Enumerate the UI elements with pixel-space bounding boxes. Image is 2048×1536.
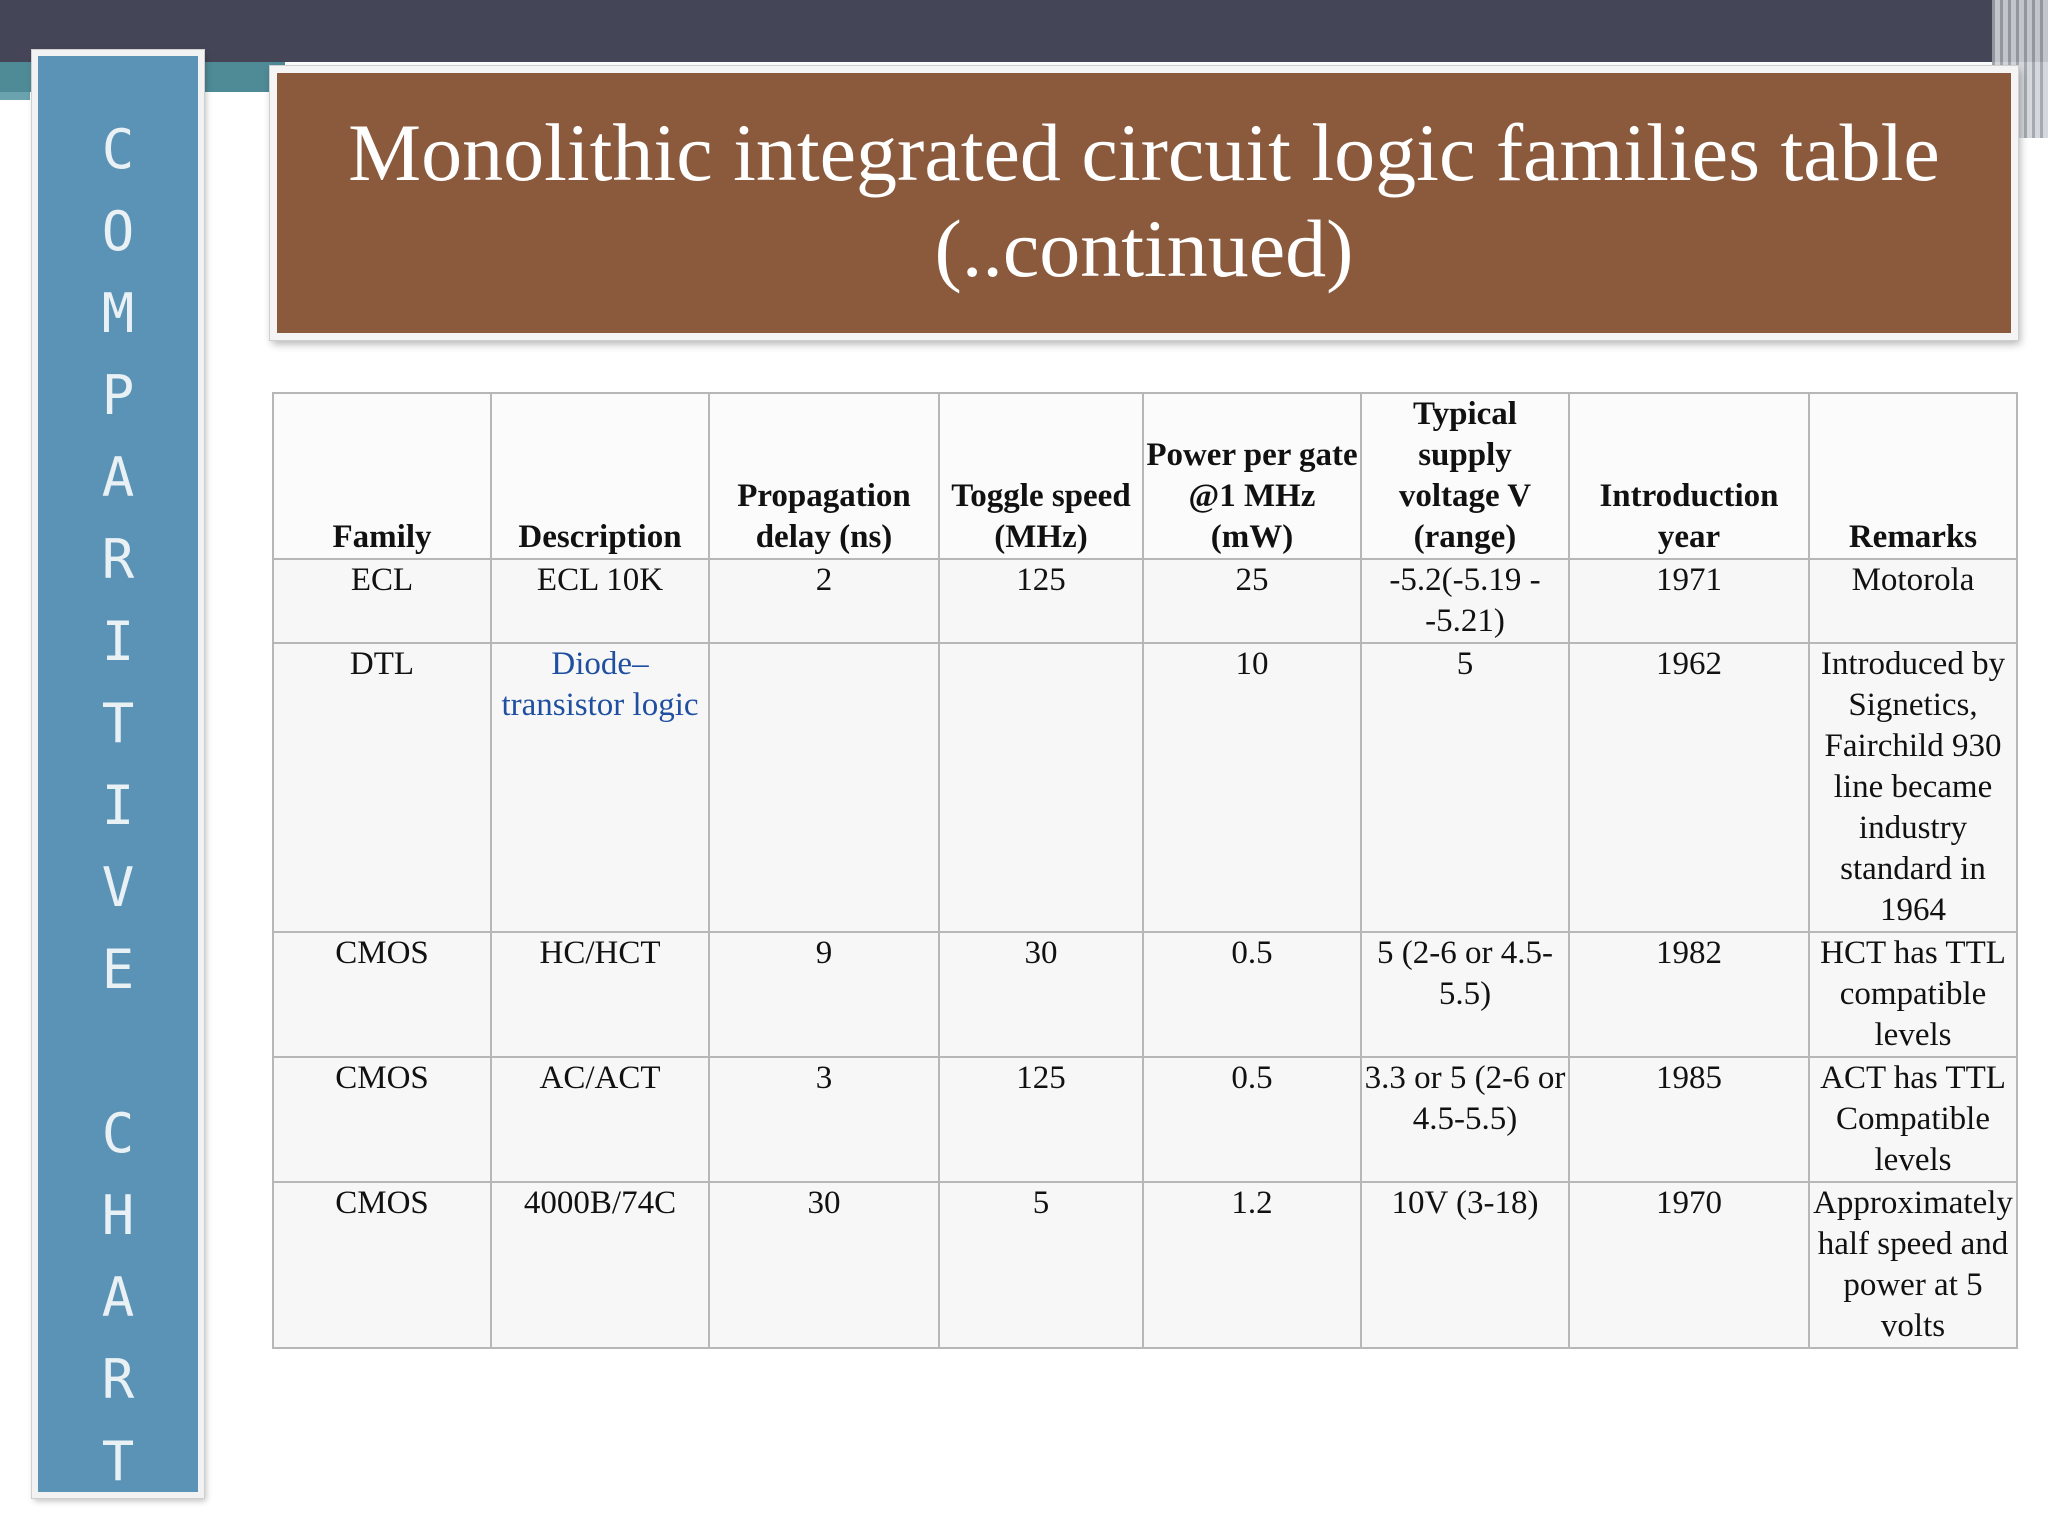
sidebar-letter: I xyxy=(101,610,135,673)
cell-remarks: Introduced by Signetics, Fairchild 930 line became industry standard in 1964 xyxy=(1809,643,2017,932)
table-row xyxy=(273,932,2017,1057)
sidebar-letter: P xyxy=(101,364,135,427)
cell-description: AC/ACT xyxy=(491,1057,709,1182)
cell-voltage: -5.2(-5.19 - -5.21) xyxy=(1361,559,1569,643)
sidebar-letter: M xyxy=(101,282,135,345)
cell-voltage: 5 xyxy=(1361,643,1569,932)
header-family: Family xyxy=(273,393,491,559)
sidebar-letter: R xyxy=(101,1348,135,1411)
sidebar-letter: A xyxy=(101,446,135,509)
cell-toggle-speed xyxy=(939,643,1143,932)
title-line-1: Monolithic integrated circuit logic families table xyxy=(348,107,1940,198)
cell-family: CMOS xyxy=(273,1057,491,1182)
cell-power: 0.5 xyxy=(1143,932,1361,1057)
slide-title-box xyxy=(270,66,2018,340)
logic-families-table xyxy=(272,392,2018,1349)
header-propagation-delay: Propagation delay (ns) xyxy=(709,393,939,559)
cell-power: 10 xyxy=(1143,643,1361,932)
cell-power: 0.5 xyxy=(1143,1057,1361,1182)
top-bar xyxy=(0,0,2048,62)
cell-toggle-speed: 125 xyxy=(939,1057,1143,1182)
sidebar-letter: R xyxy=(101,528,135,591)
slide-title xyxy=(348,105,1940,297)
cell-remarks: Approximately half speed and power at 5 volts xyxy=(1809,1182,2017,1348)
cell-voltage: 5 (2-6 or 4.5-5.5) xyxy=(1361,932,1569,1057)
sidebar-letter: T xyxy=(101,1430,135,1493)
cell-family: CMOS xyxy=(273,1182,491,1348)
cell-propagation-delay: 2 xyxy=(709,559,939,643)
title-line-2: (..continued) xyxy=(934,203,1354,294)
cell-year: 1982 xyxy=(1569,932,1809,1057)
cell-description: 4000B/74C xyxy=(491,1182,709,1348)
sidebar-letter: H xyxy=(101,1184,135,1247)
cell-family: ECL xyxy=(273,559,491,643)
vertical-title-bar xyxy=(32,50,204,1498)
header-power-per-gate: Power per gate @1 MHz (mW) xyxy=(1143,393,1361,559)
sidebar-letter: V xyxy=(101,856,135,919)
header-toggle-speed: Toggle speed (MHz) xyxy=(939,393,1143,559)
header-supply-voltage: Typical supply voltage V (range) xyxy=(1361,393,1569,559)
accent-strip-small xyxy=(0,92,30,100)
cell-propagation-delay: 3 xyxy=(709,1057,939,1182)
sidebar-letter: E xyxy=(101,938,135,1001)
cell-power: 1.2 xyxy=(1143,1182,1361,1348)
cell-propagation-delay xyxy=(709,643,939,932)
cell-family: CMOS xyxy=(273,932,491,1057)
cell-toggle-speed: 5 xyxy=(939,1182,1143,1348)
cell-family: DTL xyxy=(273,643,491,932)
sidebar-letter: O xyxy=(101,200,135,263)
header-introduction-year: Introduction year xyxy=(1569,393,1809,559)
cell-year: 1962 xyxy=(1569,643,1809,932)
sidebar-letter: C xyxy=(101,118,135,181)
cell-toggle-speed: 30 xyxy=(939,932,1143,1057)
cell-remarks: Motorola xyxy=(1809,559,2017,643)
cell-toggle-speed: 125 xyxy=(939,559,1143,643)
cell-description-link[interactable]: Diode–transistor logic xyxy=(491,643,709,932)
cell-propagation-delay: 30 xyxy=(709,1182,939,1348)
header-remarks: Remarks xyxy=(1809,393,2017,559)
header-description: Description xyxy=(491,393,709,559)
table-row xyxy=(273,559,2017,643)
cell-year: 1970 xyxy=(1569,1182,1809,1348)
sidebar-letter: C xyxy=(101,1102,135,1165)
sidebar-letter: A xyxy=(101,1266,135,1329)
table-row xyxy=(273,1182,2017,1348)
cell-description: ECL 10K xyxy=(491,559,709,643)
cell-remarks: ACT has TTL Compatible levels xyxy=(1809,1057,2017,1182)
sidebar-letter: I xyxy=(101,774,135,837)
cell-year: 1971 xyxy=(1569,559,1809,643)
sidebar-letter: T xyxy=(101,692,135,755)
table-row xyxy=(273,1057,2017,1182)
cell-voltage: 3.3 or 5 (2-6 or 4.5-5.5) xyxy=(1361,1057,1569,1182)
cell-year: 1985 xyxy=(1569,1057,1809,1182)
header-row xyxy=(273,393,2017,559)
cell-remarks: HCT has TTL compatible levels xyxy=(1809,932,2017,1057)
cell-propagation-delay: 9 xyxy=(709,932,939,1057)
cell-power: 25 xyxy=(1143,559,1361,643)
table-row xyxy=(273,643,2017,932)
cell-voltage: 10V (3-18) xyxy=(1361,1182,1569,1348)
cell-description: HC/HCT xyxy=(491,932,709,1057)
